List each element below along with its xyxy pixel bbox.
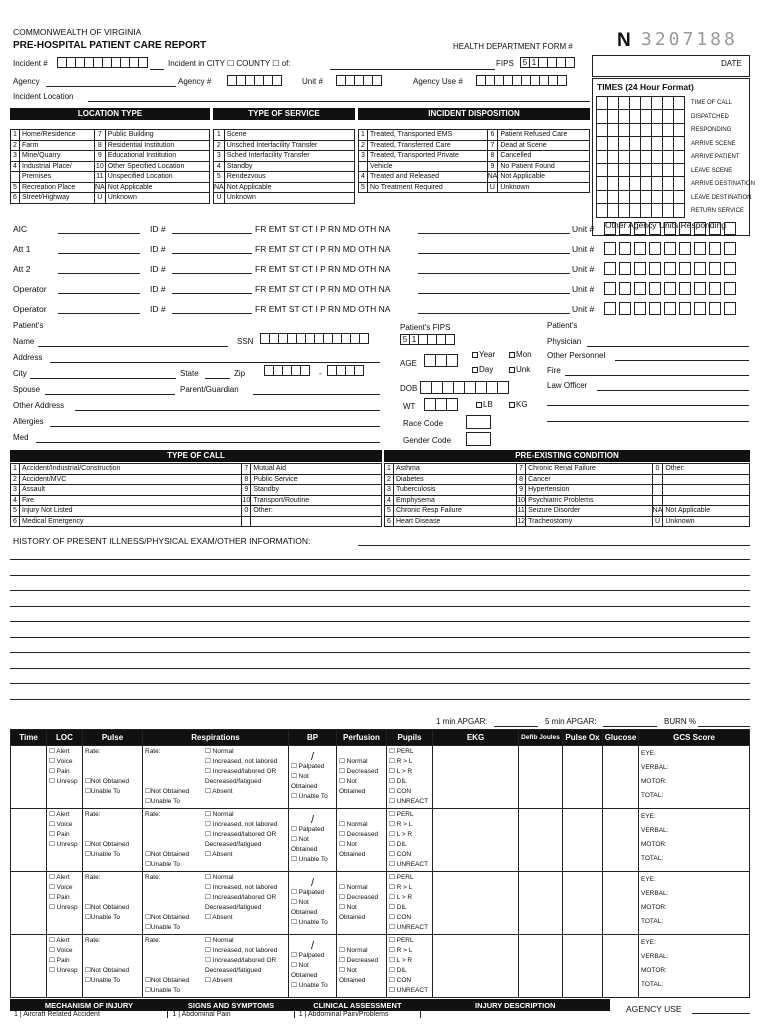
vitals-table[interactable] — [10, 729, 750, 998]
pre-existing-header: PRE-EXISTING CONDITION — [384, 450, 750, 462]
weight-kg-option[interactable]: KG — [509, 401, 528, 409]
crew-cert-options[interactable]: FR EMT ST CT I P RN MD OTH NA — [255, 264, 391, 274]
location-type-row[interactable]: 2 Farm 8 Residential Institution — [11, 140, 210, 151]
crew-unit-label: Unit # — [572, 304, 595, 314]
law-officer-field[interactable] — [597, 390, 749, 391]
agency-number-boxes[interactable] — [227, 75, 281, 86]
type-of-call-row[interactable]: 4 Fire 10 Transport/Routine — [11, 495, 382, 506]
agency-use-label: Agency Use # — [413, 77, 463, 86]
crew-id-field[interactable] — [172, 273, 252, 274]
city-field[interactable] — [30, 378, 176, 379]
history-line[interactable] — [10, 683, 750, 684]
physician-label: Physician — [547, 337, 582, 346]
type-of-service-row[interactable]: 5 Rendezvous — [214, 172, 355, 183]
crew-cert-options[interactable]: FR EMT ST CT I P RN MD OTH NA — [255, 244, 391, 254]
location-type-row[interactable]: Premises 11 Unspecified Location — [11, 172, 210, 183]
incident-location-label: Incident Location — [13, 92, 74, 101]
crew-id-label: ID # — [150, 224, 166, 234]
physician-top-label: Patient's — [547, 321, 578, 330]
incident-city-county-label: Incident in CITY ☐ COUNTY ☐ of: — [168, 59, 291, 68]
vitals-header-pulse: Pulse — [83, 730, 143, 746]
history-line[interactable] — [10, 652, 750, 653]
incident-number-boxes[interactable] — [57, 57, 147, 68]
signs-header: SIGNS AND SYMPTOMS — [168, 999, 294, 1011]
burn-field[interactable] — [698, 726, 750, 727]
crew-id-label: ID # — [150, 244, 166, 254]
signs-item[interactable]: Abdominal Pain — [181, 1011, 231, 1018]
time-row-label: TIME OF CALL — [691, 100, 733, 106]
incident-disposition-row[interactable]: Vehicle 9 No Patient Found — [359, 161, 590, 172]
incident-disposition-table[interactable] — [358, 129, 590, 193]
type-of-call-row[interactable]: 1 Accident/Industrial/Construction 7 Mutual Aid — [11, 464, 382, 475]
location-type-row[interactable]: 6 Street/Highway U Unknown — [11, 193, 210, 204]
age-boxes[interactable] — [424, 354, 457, 365]
gender-code-label: Gender Code — [403, 436, 452, 445]
vitals-header-gcs-score: GCS Score — [639, 730, 750, 746]
vitals-row[interactable]: ☐ Alert ☐ Voice ☐ Pain ☐ Unresp Rate: ☐Not Obtained ☐Unable To Rate: ☐Not Obtained ☐Unable To ☐ Normal ☐ Increased, not labored ☐ Increased/labored OR Decreased/fatigued ☐ Absent / ☐ Palpated ☐ Not Obtained ☐ Unable To ☐ Normal ☐ Decreased ☐ Not Obtained ☐ PERL ☐ R > L ☐ L > R ☐ DIL ☐ CON ☐ UNREACT EYE: VERBAL: MOTOR: TOTAL: — [11, 746, 750, 809]
state-name: COMMONWEALTH OF VIRGINIA — [13, 27, 142, 37]
type-of-service-row[interactable]: 1 Scene — [214, 130, 355, 141]
type-of-service-row[interactable]: 4 Standby — [214, 161, 355, 172]
incident-of-field[interactable] — [330, 69, 495, 70]
patient-fips-boxes[interactable]: 5 1 — [400, 334, 454, 345]
crew-role-label: Operator — [13, 304, 47, 314]
zip-label: Zip — [234, 369, 246, 378]
parent-field[interactable] — [253, 394, 380, 395]
type-of-call-row[interactable]: 6 Medical Emergency — [11, 516, 382, 527]
crew-cert-options[interactable]: FR EMT ST CT I P RN MD OTH NA — [255, 224, 391, 234]
type-of-service-row[interactable]: 3 Sched Interfacility Transfer — [214, 151, 355, 162]
location-type-header: LOCATION TYPE — [10, 108, 210, 120]
patient-fips-label: Patient's FIPS — [400, 323, 451, 332]
vitals-header-pulse-ox: Pulse Ox — [563, 730, 603, 746]
agency-use-boxes[interactable] — [476, 75, 566, 86]
vitals-header-pupils: Pupils — [387, 730, 433, 746]
type-of-service-row[interactable]: NA Not Applicable — [214, 182, 355, 193]
time-row-label: ARRIVE PATIENT — [691, 154, 740, 160]
address-label: Address — [13, 353, 43, 362]
spouse-field[interactable] — [45, 394, 175, 395]
crew-unit-label: Unit # — [572, 224, 595, 234]
unit-label: Unit # — [302, 77, 323, 86]
ssn-boxes[interactable] — [260, 333, 368, 344]
crew-unit-boxes[interactable] — [604, 282, 736, 293]
vitals-header-defib-joules: Defib Joules — [519, 730, 563, 746]
ssn-label: SSN — [237, 337, 254, 346]
type-of-call-header: TYPE OF CALL — [10, 450, 382, 462]
type-of-call-row[interactable]: 5 Injury Not Listed 0 Other: — [11, 506, 382, 517]
form-title: PRE-HOSPITAL PATIENT CARE REPORT — [13, 40, 207, 51]
physician-field[interactable] — [587, 346, 749, 347]
type-of-service-table[interactable] — [213, 129, 355, 204]
crew-role-label: Att 1 — [13, 244, 31, 254]
history-line[interactable] — [10, 621, 750, 622]
crew-unit-label: Unit # — [572, 264, 595, 274]
name-field[interactable] — [38, 346, 228, 347]
age-month-option[interactable]: Mon — [509, 351, 532, 359]
mechanism-item[interactable]: Aircraft Related Accident — [23, 1011, 100, 1018]
race-code-label: Race Code — [403, 419, 444, 428]
vitals-row[interactable]: ☐ Alert ☐ Voice ☐ Pain ☐ Unresp Rate: ☐Not Obtained ☐Unable To Rate: ☐Not Obtained ☐Unable To ☐ Normal ☐ Increased, not labored ☐ Increased/labored OR Decreased/fatigued ☐ Absent / ☐ Palpated ☐ Not Obtained ☐ Unable To ☐ Normal ☐ Decreased ☐ Not Obtained ☐ PERL ☐ R > L ☐ L > R ☐ DIL ☐ CON ☐ UNREACT EYE: VERBAL: MOTOR: TOTAL: — [11, 872, 750, 935]
history-line[interactable] — [10, 606, 750, 607]
history-line[interactable] — [10, 590, 750, 591]
form-prefix: N — [617, 30, 631, 51]
history-line[interactable] — [10, 559, 750, 560]
mechanism-header: MECHANISM OF INJURY — [10, 999, 168, 1011]
crew-unit-boxes[interactable] — [604, 302, 736, 313]
parent-label: Parent/Guardian — [180, 385, 239, 394]
injury-header: INJURY DESCRIPTION — [421, 999, 610, 1011]
incident-disposition-row[interactable]: 1 Treated, Transported EMS 6 Patient Refused Care — [359, 130, 590, 141]
form-number: 3207188 — [641, 29, 738, 50]
crew-role-label: Att 2 — [13, 264, 31, 274]
type-of-call-table[interactable] — [10, 463, 382, 527]
fips-boxes[interactable]: 5 1 — [520, 57, 574, 68]
clinical-header: CLINICAL ASSESSMENT — [294, 999, 420, 1011]
vitals-row[interactable]: ☐ Alert ☐ Voice ☐ Pain ☐ Unresp Rate: ☐Not Obtained ☐Unable To Rate: ☐Not Obtained ☐Unable To ☐ Normal ☐ Increased, not labored ☐ Increased/labored OR Decreased/fatigued ☐ Absent / ☐ Palpated ☐ Not Obtained ☐ Unable To ☐ Normal ☐ Decreased ☐ Not Obtained ☐ PERL ☐ R > L ☐ L > R ☐ DIL ☐ CON ☐ UNREACT EYE: VERBAL: MOTOR: TOTAL: — [11, 809, 750, 872]
other-units-label: Other Agency Units Responding — [605, 220, 726, 230]
dob-boxes[interactable] — [420, 381, 508, 392]
state-field[interactable] — [205, 378, 230, 379]
other-personnel-field[interactable] — [615, 360, 749, 361]
allergies-field[interactable] — [50, 426, 380, 427]
pre-existing-row[interactable]: 5 Chronic Resp Failure 11 Seizure Disorder NA Not Applicable — [385, 506, 750, 517]
vitals-row[interactable]: ☐ Alert ☐ Voice ☐ Pain ☐ Unresp Rate: ☐Not Obtained ☐Unable To Rate: ☐Not Obtained ☐Unable To ☐ Normal ☐ Increased, not labored ☐ Increased/labored OR Decreased/fatigued ☐ Absent / ☐ Palpated ☐ Not Obtained ☐ Unable To ☐ Normal ☐ Decreased ☐ Not Obtained ☐ PERL ☐ R > L ☐ L > R ☐ DIL ☐ CON ☐ UNREACT EYE: VERBAL: MOTOR: TOTAL: — [11, 935, 750, 998]
crew-id-label: ID # — [150, 304, 166, 314]
crew-name-field[interactable] — [58, 253, 140, 254]
age-day-option[interactable]: Day — [472, 366, 493, 374]
location-type-row[interactable]: 4 Industrial Place/ 10 Other Specified Location — [11, 161, 210, 172]
times-title: TIMES (24 Hour Format) — [597, 82, 694, 92]
times-grid[interactable] — [596, 96, 685, 218]
crew-name-field[interactable] — [58, 233, 140, 234]
bottom-codes-table[interactable]: MECHANISM OF INJURY SIGNS AND SYMPTOMS CLINICAL ASSESSMENT INJURY DESCRIPTION 1 | Aircraft Related Accident 1 | Abdominal Pain 1 | Abdominal Pain/Problems — [10, 999, 610, 1018]
type-of-service-row[interactable]: U Unknown — [214, 193, 355, 204]
time-row-label: RETURN SERVICE — [691, 208, 744, 214]
crew-unit-label: Unit # — [572, 244, 595, 254]
crew-id-field[interactable] — [172, 253, 252, 254]
location-type-row[interactable]: 5 Recreation Place NA Not Applicable — [11, 182, 210, 193]
vitals-header-respirations: Respirations — [143, 730, 289, 746]
patients-label: Patient's — [13, 321, 44, 330]
fire-label: Fire — [547, 366, 561, 375]
date-label: DATE — [721, 59, 742, 68]
location-type-row[interactable]: 3 Mine/Quarry 9 Educational Institution — [11, 151, 210, 162]
other-personnel-label: Other Personnel — [547, 351, 606, 360]
time-row-label: ARRIVE DESTINATION — [691, 181, 755, 187]
pre-existing-row[interactable]: 1 Asthma 7 Chronic Renal Failure 0 Other: — [385, 464, 750, 475]
pre-existing-row[interactable]: 4 Emphysema 10 Psychiatric Problems — [385, 495, 750, 506]
incident-label: Incident # — [13, 59, 48, 68]
history-field[interactable] — [358, 545, 750, 546]
crew-unit-boxes[interactable] — [604, 242, 736, 253]
incident-location-field[interactable] — [88, 101, 590, 102]
med-label: Med — [13, 433, 29, 442]
crew-role-label: AIC — [13, 224, 28, 234]
city-label: City — [13, 369, 27, 378]
vitals-header-loc: LOC — [47, 730, 83, 746]
clinical-item[interactable]: Abdominal Pain/Problems — [307, 1011, 389, 1018]
race-code-box[interactable] — [466, 415, 491, 429]
burn-label: BURN % — [664, 717, 697, 726]
apgar-1min-label: 1 min APGAR: — [436, 717, 488, 726]
zip-ext-boxes[interactable] — [327, 365, 363, 376]
zip-boxes[interactable] — [264, 365, 309, 376]
crew-id-field[interactable] — [172, 233, 252, 234]
crew-unit-label: Unit # — [572, 284, 595, 294]
location-type-table[interactable] — [10, 129, 210, 204]
agency-use-bottom-label: AGENCY USE — [626, 1004, 682, 1014]
agency-field[interactable] — [46, 86, 176, 87]
history-line[interactable] — [10, 699, 750, 700]
type-of-call-row[interactable]: 2 Accident/MVC 8 Public Service — [11, 474, 382, 485]
other-address-field[interactable] — [75, 410, 380, 411]
law-officer-label: Law Officer — [547, 381, 588, 390]
unit-boxes[interactable] — [336, 75, 381, 86]
fips-label: FIPS — [496, 59, 514, 68]
other-address-label: Other Address — [13, 401, 65, 410]
vitals-header-bp: BP — [289, 730, 337, 746]
vitals-header-ekg: EKG — [433, 730, 519, 746]
vitals-header-perfusion: Perfusion — [337, 730, 387, 746]
gender-code-box[interactable] — [466, 432, 491, 446]
incident-disposition-row[interactable]: 4 Treated and Released NA Not Applicable — [359, 172, 590, 183]
crew-name-field[interactable] — [58, 273, 140, 274]
location-type-row[interactable]: 1 Home/Residence 7 Public Building — [11, 130, 210, 141]
med-field[interactable] — [36, 442, 380, 443]
incident-disposition-header: INCIDENT DISPOSITION — [358, 108, 590, 120]
crew-id-field[interactable] — [172, 293, 252, 294]
weight-label: WT — [403, 402, 416, 411]
agency-number-label: Agency # — [178, 77, 212, 86]
crew-id-field[interactable] — [172, 313, 252, 314]
pre-existing-row[interactable]: 3 Tuberculosis 9 Hypertension — [385, 485, 750, 496]
allergies-label: Allergies — [13, 417, 44, 426]
crew-cert-options[interactable]: FR EMT ST CT I P RN MD OTH NA — [255, 304, 391, 314]
spouse-label: Spouse — [13, 385, 41, 394]
time-row-label: DISPATCHED — [691, 114, 729, 120]
age-unknown-option[interactable]: Unk — [509, 366, 530, 374]
time-row-label: LEAVE SCENE — [691, 168, 733, 174]
agency-use-bottom-field[interactable] — [692, 1013, 750, 1014]
age-label: AGE — [400, 359, 417, 368]
crew-id-label: ID # — [150, 284, 166, 294]
age-year-option[interactable]: Year — [472, 351, 495, 359]
state-label: State — [180, 369, 199, 378]
incident-disposition-row[interactable]: 3 Treated, Transported Private 8 Cancelled — [359, 151, 590, 162]
dob-label: DOB — [400, 384, 418, 393]
apgar-5min-field[interactable] — [603, 726, 657, 727]
agency-label: Agency — [13, 77, 40, 86]
time-row-label: LEAVE DESTINATION — [691, 195, 752, 201]
type-of-service-header: TYPE OF SERVICE — [213, 108, 355, 120]
weight-lb-option[interactable]: LB — [476, 401, 493, 409]
history-label: HISTORY OF PRESENT ILLNESS/PHYSICAL EXAM/OTHER INFORMATION: — [13, 536, 311, 546]
crew-id-label: ID # — [150, 264, 166, 274]
crew-role-label: Operator — [13, 284, 47, 294]
name-label: Name — [13, 337, 35, 346]
crew-cert-options[interactable]: FR EMT ST CT I P RN MD OTH NA — [255, 284, 391, 294]
history-line[interactable] — [10, 575, 750, 576]
pre-existing-row[interactable]: 2 Diabetes 8 Cancer — [385, 474, 750, 485]
history-line[interactable] — [10, 668, 750, 669]
crew-name-field[interactable] — [58, 293, 140, 294]
form-number-label: HEALTH DEPARTMENT FORM # — [453, 42, 573, 51]
type-of-service-row[interactable]: 2 Unsched Interfacility Transfer — [214, 140, 355, 151]
type-of-call-row[interactable]: 3 Assault 9 Standby — [11, 485, 382, 496]
incident-disposition-row[interactable]: 2 Treated, Transferred Care 7 Dead at Scene — [359, 140, 590, 151]
vitals-header-glucose: Glucose — [603, 730, 639, 746]
history-line[interactable] — [10, 637, 750, 638]
address-field[interactable] — [50, 362, 380, 363]
weight-boxes[interactable] — [424, 398, 457, 409]
vitals-header-time: Time — [11, 730, 47, 746]
crew-unit-boxes[interactable] — [604, 262, 736, 273]
apgar-5min-label: 5 min APGAR: — [545, 717, 597, 726]
time-row-label: RESPONDING — [691, 127, 732, 133]
fire-field[interactable] — [565, 375, 749, 376]
pre-existing-row[interactable]: 6 Heart Disease 12 Tracheostomy U Unknown — [385, 516, 750, 527]
pre-existing-table[interactable] — [384, 463, 750, 527]
apgar-1min-field[interactable] — [494, 726, 538, 727]
incident-disposition-row[interactable]: 5 No Treatment Required U Unknown — [359, 182, 590, 193]
crew-name-field[interactable] — [58, 313, 140, 314]
time-row-label: ARRIVE SCENE — [691, 141, 736, 147]
